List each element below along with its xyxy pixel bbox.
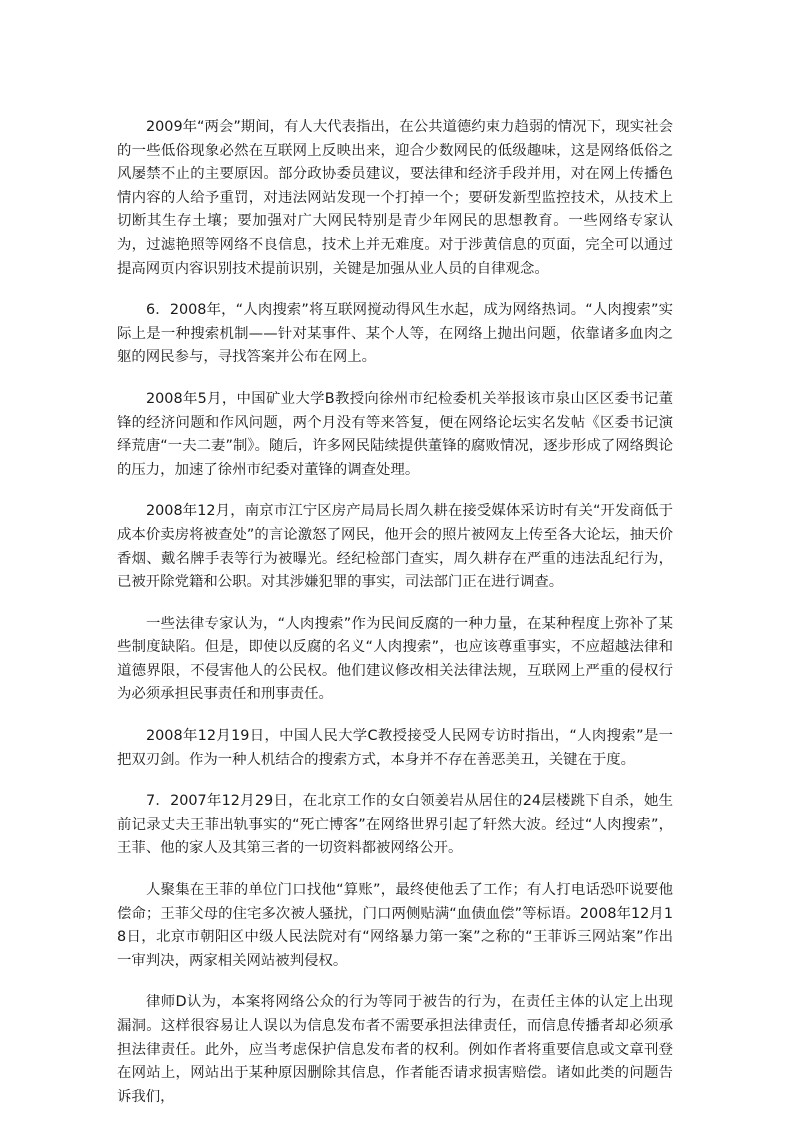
paragraph-human-flesh-search-definition: 6．2008年，“人肉搜索”将互联网搅动得风生水起，成为网络热词。“人肉搜索”实际上是一种搜索机制——针对某事件、某个人等，在网络上抛出问题，依靠诸多血肉之躯的网民参与，寻找答案并公布在网上。: [117, 302, 673, 366]
document-body: [117, 116, 673, 1109]
paragraph-congress-opinions: 2009年“两会”期间，有人大代表指出，在公共道德约束力趋弱的情况下，现实社会的一些低俗现象必然在互联网上反映出来，迎合少数网民的低级趣味，这是网络低俗之风屡禁不止的主要原因。部分政协委员建议，要法律和经济手段并用，对在网上传播色情内容的人给予重罚，对违法网站发现一个打掉一个；要研发新型监控技术，从技术上切断其生存土壤；要加强对广大网民特别是青少年网民的思想教育。一些网络专家认为，过滤艳照等网络不良信息，技术上并无难度。对于涉黄信息的页面，完全可以通过提高网页内容识别技术提前识别，关键是加强从业人员的自律观念。: [117, 119, 673, 277]
paragraph-wang-fei-lawsuit: 人聚集在王菲的单位门口找他“算账”，最终使他丢了工作；有人打电话恐吓说要他偿命；王菲父母的住宅多次被人骚扰，门口两侧贴满“血债血偿”等标语。2008年12月18日，北京市朝阳区中级人民法院对有“网络暴力第一案”之称的“王菲诉三网站案”作出一审判决，两家相关网站被判侵权。: [117, 882, 673, 969]
paragraph-zhou-jiugeng-case: 2008年12月，南京市江宁区房产局局长周久耕在接受媒体采访时有关“开发商低于成本价卖房将被查处”的言论激怒了网民，他开会的照片被网友上传至各大论坛，抽天价香烟、戴名牌手表等行为被曝光。经纪检部门查实，周久耕存在严重的违法乱纪行为，已被开除党籍和公职。对其涉嫌犯罪的事实，司法部门正在进行调查。: [117, 503, 673, 591]
paragraph-dong-feng-case: 2008年5月，中国矿业大学B教授向徐州市纪检委机关举报该市泉山区区委书记董锋的经济问题和作风问题，两个月没有等来答复，便在网络论坛实名发帖《区委书记演绎荒唐“一夫二妻”制》。随后，许多网民陆续提供董锋的腐败情况，逐步形成了网络舆论的压力，加速了徐州市纪委对董锋的调查处理。: [117, 390, 673, 478]
paragraph-lawyer-d-view: 律师D认为，本案将网络公众的行为等同于被告的行为，在责任主体的认定上出现漏洞。这样很容易让人误以为信息发布者不需要承担法律责任，而信息传播者却必须承担法律责任。此外，应当考虑保护信息发布者的权利。例如作者将重要信息或文章刊登在网站上，网站出于某种原因删除其信息，作者能否请求损害赔偿。诸如此类的问题告诉我们，: [117, 994, 673, 1105]
paragraph-jiang-yan-case: 7．2007年12月29日，在北京工作的女白领姜岩从居住的24层楼跳下自杀，她生前记录丈夫王菲出轨事实的“死亡博客”在网络世界引起了轩然大波。经过“人肉搜索”，王菲、他的家人及其第三者的一切资料都被网络公开。: [117, 793, 673, 857]
paragraph-legal-experts-view: 一些法律专家认为，“人肉搜索”作为民间反腐的一种力量，在某种程度上弥补了某些制度缺陷。但是，即使以反腐的名义“人肉搜索”，也应该尊重事实，不应超越法律和道德界限，不侵害他人的公民权。他们建议修改相关法律法规，互联网上严重的侵权行为必须承担民事责任和刑事责任。: [117, 615, 673, 703]
paragraph-professor-c-view: 2008年12月19日，中国人民大学C教授接受人民网专访时指出，“人肉搜索”是一把双刃剑。作为一种人机结合的搜索方式，本身并不存在善恶美丑，关键在于度。: [117, 728, 673, 768]
